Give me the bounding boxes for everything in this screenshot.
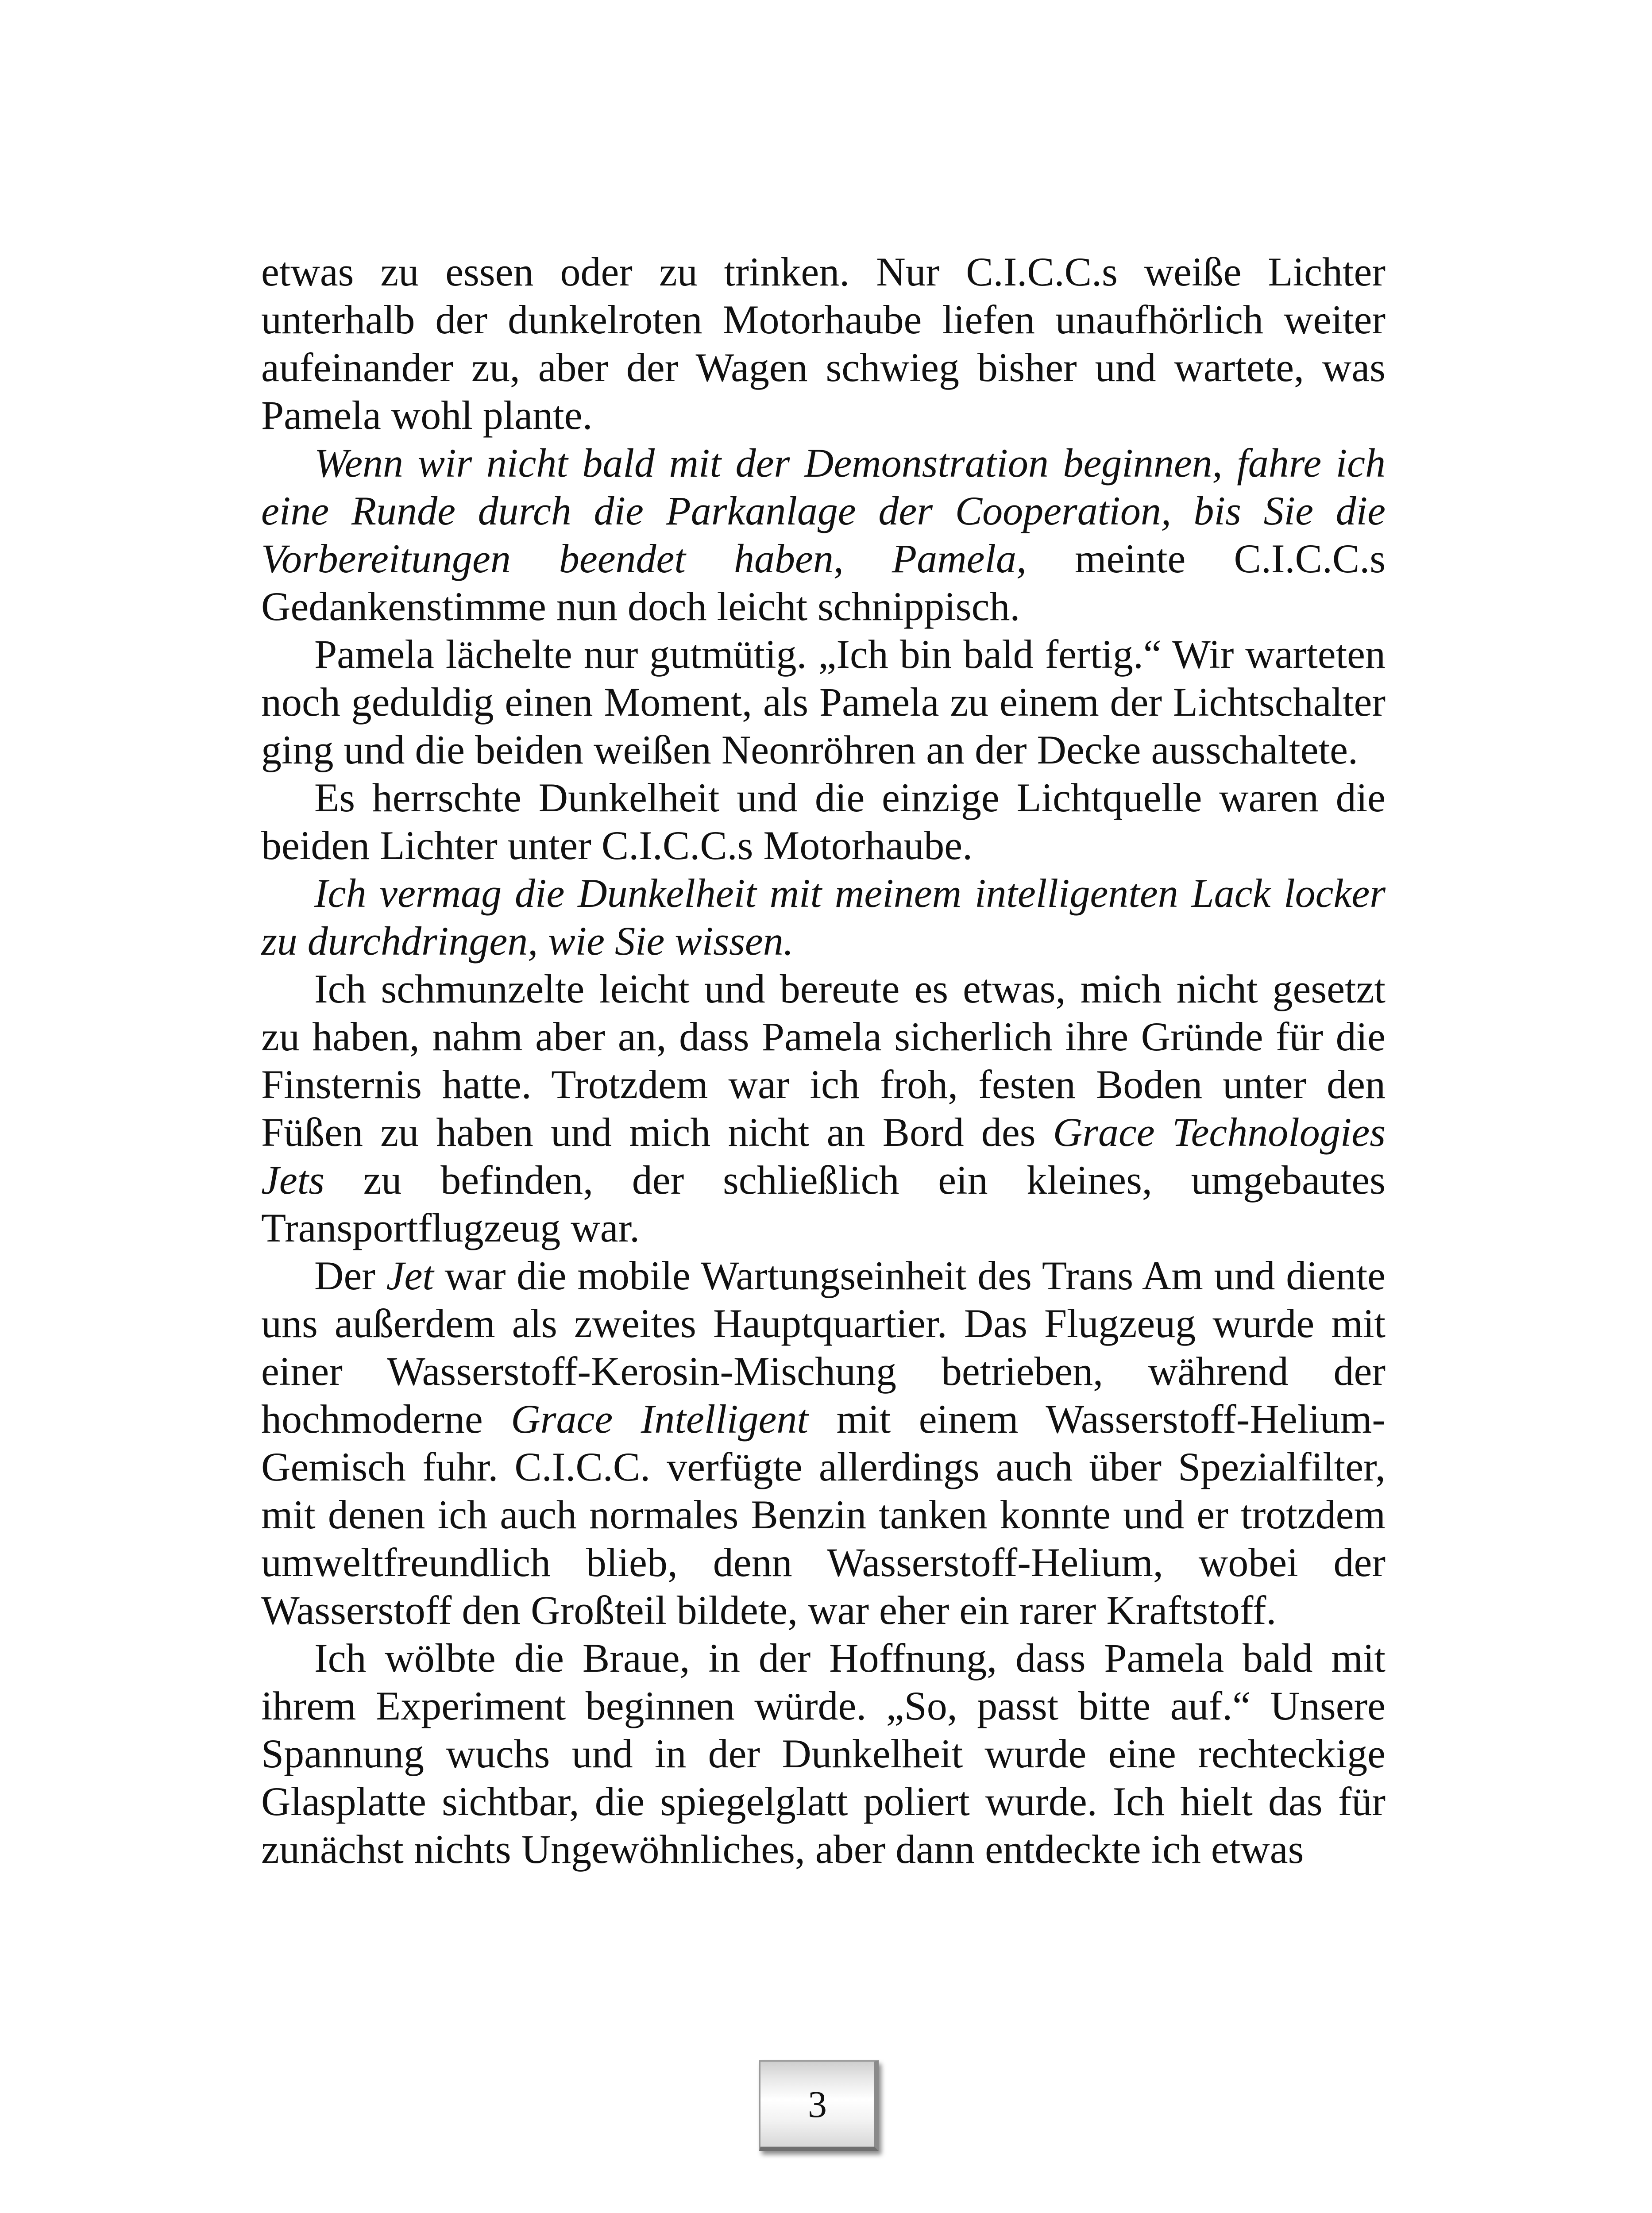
body-text: [261, 248, 1386, 1873]
paragraph: [261, 869, 1386, 965]
italic-text-run: Wenn wir nicht bald mit der Demonstration beginnen, fahre ich eine Runde durch die Parkanlage der Cooperation, bis Sie die Vorbereitungen beendet haben, Pamela,: [261, 440, 1386, 581]
italic-text-run: Ich vermag die Dunkelheit mit meinem intelligenten Lack locker zu durchdringen, wie Sie wissen.: [261, 871, 1386, 964]
page-number: 3: [808, 2083, 827, 2125]
text-run: etwas zu essen oder zu trinken. Nur C.I.C.C.s weiße Lichter unterhalb der dunkelroten Motorhaube liefen unaufhörlich weiter aufeinander zu, aber der Wagen schwieg bisher und wartete, was Pamela wohl plante.: [261, 249, 1386, 438]
paragraph: [261, 965, 1386, 1252]
paragraph: [261, 248, 1386, 439]
text-run: meinte C.I.C.C.s Gedankenstimme nun doch leicht schnippisch.: [261, 536, 1386, 629]
paragraph: [261, 630, 1386, 774]
paragraph: [261, 1634, 1386, 1873]
text-run: zu befinden, der schließlich ein kleines, umgebautes Transportflugzeug war.: [261, 1157, 1386, 1250]
paragraph: [261, 774, 1386, 869]
text-run: Pamela lächelte nur gutmütig. „Ich bin bald fertig.“ Wir warteten noch geduldig einen Moment, als Pamela zu einem der Lichtschalter ging und die beiden weißen Neonröhren an der Decke ausschaltete.: [261, 632, 1386, 772]
italic-text-run: Jet: [386, 1253, 434, 1298]
text-run: Ich schmunzelte leicht und bereute es etwas, mich nicht gesetzt zu haben, nahm aber an, dass Pamela sicherlich ihre Gründe für die Finsternis hatte. Trotzdem war ich froh, festen Boden unter den Füßen zu haben und mich nicht an Bord des: [261, 966, 1386, 1155]
page-number-box: [759, 2060, 879, 2151]
text-run: Ich wölbte die Braue, in der Hoffnung, dass Pamela bald mit ihrem Experiment beginnen würde. „So, passt bitte auf.“ Unsere Spannung wuchs und in der Dunkelheit wurde eine rechteckige Glasplatte sichtbar, die spiegelglatt poliert wurde. Ich hielt das für zunächst nichts Ungewöhnliches, aber dann entdeckte ich etwas: [261, 1635, 1386, 1872]
paragraph: [261, 439, 1386, 630]
italic-text-run: Grace Technologies Jets: [261, 1110, 1386, 1203]
italic-text-run: Grace Intelligent: [511, 1396, 808, 1442]
paragraph: [261, 1252, 1386, 1634]
text-run: Es herrschte Dunkelheit und die einzige Lichtquelle waren die beiden Lichter unter C.I.C.C.s Motorhaube.: [261, 775, 1386, 868]
text-run: mit einem Wasserstoff-Helium-Gemisch fuhr. C.I.C.C. verfügte allerdings auch über Spezialfilter, mit denen ich auch normales Benzin tanken konnte und er trotzdem umweltfreundlich blieb, denn Wasserstoff-Helium, wobei der Wasserstoff den Großteil bildete, war eher ein rarer Kraftstoff.: [261, 1396, 1386, 1633]
text-run: war die mobile Wartungseinheit des Trans Am und diente uns außerdem als zweites Hauptquartier. Das Flugzeug wurde mit einer Wasserstoff-Kerosin-Mischung betrieben, während der hochmoderne: [261, 1253, 1386, 1442]
text-run: Der: [314, 1253, 386, 1298]
